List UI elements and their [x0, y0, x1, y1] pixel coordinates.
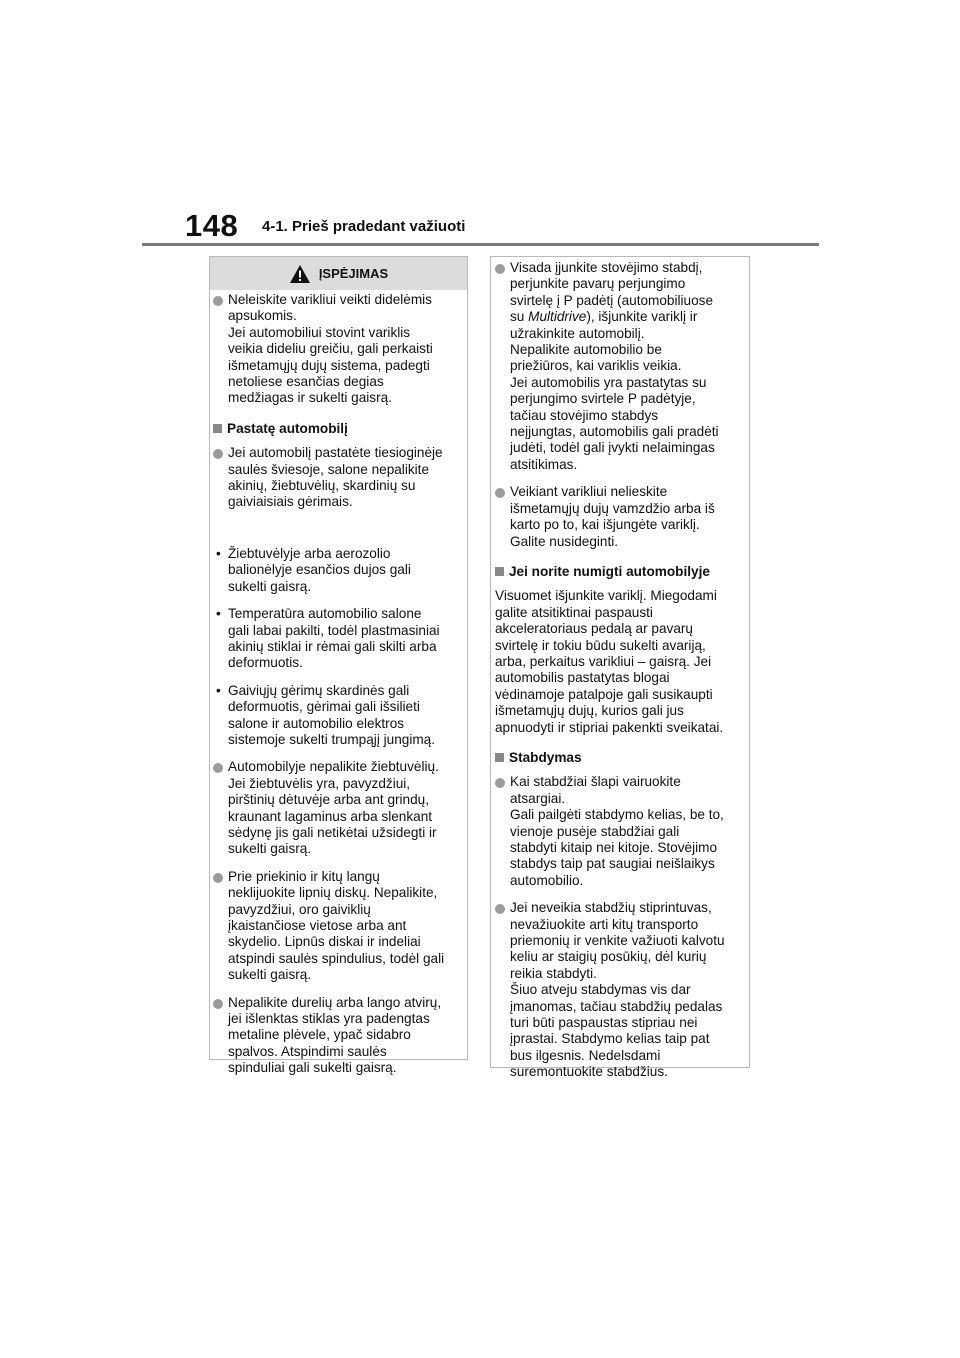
text-line: Šiuo atveju stabdymas vis dar: [510, 982, 691, 998]
text-line: veikia dideliu greičiu, gali perkaisti: [228, 341, 433, 357]
text-line: bus ilgesnis. Nedelsdami: [510, 1047, 661, 1063]
text-line: vienoje pusėje stabdžiai gali: [510, 823, 680, 839]
text-line: reikia stabdyti.: [510, 965, 597, 981]
text-line: Jei žiebtuvėlis yra, pavyzdžiui,: [228, 775, 411, 791]
text-line: pavyzdžiui, oro gaiviklių: [228, 901, 371, 917]
text-line: medžiagas ir sukelti gaisrą.: [228, 390, 392, 406]
subsection-heading: [495, 750, 747, 766]
text-line: Žiebtuvėlyje arba aerozolio: [228, 545, 391, 561]
bullet-item: [495, 484, 747, 550]
bullet-item: [213, 292, 465, 407]
text-line: saulės šviesoje, salone nepalikite: [228, 461, 430, 477]
warning-title: ĮSPĖJIMAS: [318, 266, 389, 281]
text-line: išmetamųjų dujų sistema, padegti: [228, 357, 430, 373]
text-line: turi būti paspaustas stipriau nei: [510, 1015, 698, 1031]
text-line: atspindi saulės spindulius, todėl gali: [228, 950, 445, 966]
bullet-dot-icon: [213, 449, 223, 459]
right-column: [495, 260, 747, 1092]
section-title: 4-1. Prieš pradedant važiuoti: [262, 218, 466, 235]
subsection-heading: [495, 564, 747, 580]
sub-bullet-icon: •: [216, 606, 221, 622]
paragraph: [495, 588, 747, 736]
text-line: automobilis pastatytas blogai: [495, 670, 670, 686]
text-line: stabdys taip pat saugiai neišlaikys: [510, 856, 715, 872]
text-line: įkaistančiose vietose arba ant: [228, 918, 407, 933]
bullet-item: [495, 774, 747, 889]
spacer: [213, 522, 465, 536]
text-line: balionėlyje esančios dujos gali: [228, 562, 411, 578]
text-line: spalvos. Atspindimi saulės: [228, 1043, 387, 1059]
text-line: galite atsitiktinai paspausti: [495, 604, 653, 620]
text-line: įmanomas, tačiau stabdžių pedalas: [510, 998, 723, 1014]
text-line: netoliese esančias degias: [228, 374, 384, 390]
text-line: judėti, todėl gali įvykti nelaimingas: [510, 440, 715, 456]
text-line: skydelio. Lipnūs diskai ir indeliai: [228, 934, 421, 950]
text-line: akinių, žiebtuvėlių, skardinių su: [228, 478, 416, 494]
text-line: Temperatūra automobilio salone: [228, 606, 422, 622]
text-line: priemonių ir venkite važiuoti kalvotu: [510, 933, 725, 949]
warning-header: [210, 257, 467, 290]
square-bullet-icon: [213, 424, 222, 433]
text-line: sukelti gaisrą.: [228, 578, 312, 594]
sub-bullet-item: [213, 683, 465, 749]
text-line: Pastatę automobilį: [227, 420, 348, 436]
text-line: apnuodyti ir stipriai pakenkti sveikatai.: [495, 719, 724, 735]
text-line: arba, perkaitus varikliui – gaisrą. Jei: [495, 653, 712, 669]
bullet-item: [495, 900, 747, 1080]
bullet-dot-icon: [495, 488, 505, 498]
text-line: Gali pailgėti stabdymo kelias, be to,: [510, 807, 724, 823]
text-line: išmetamųjų dujų, kurios gali jus: [495, 703, 684, 719]
text-line: gaiviaisiais gėrimais.: [228, 494, 353, 510]
text-line: neklijuokite lipnių diskų. Nepalikite,: [228, 885, 438, 901]
text-line: sukelti gaisrą.: [228, 967, 312, 983]
bullet-dot-icon: [213, 999, 223, 1009]
text-line: sėdynę jis gali netikėtai užsidegti ir: [228, 824, 437, 840]
bullet-dot-icon: [495, 778, 505, 788]
text-line: įprastai. Stabdymo kelias taip pat: [510, 1031, 710, 1047]
text-line: Veikiant varikliui nelieskite: [510, 484, 668, 500]
bullet-dot-icon: [213, 763, 223, 773]
sub-bullet-item: [213, 546, 465, 595]
text-line: pirštinių dėtuvėje arba ant grindų,: [228, 792, 430, 808]
sub-bullet-item: [213, 606, 465, 672]
text-line: metaline plėvele, ypač sidabro: [228, 1027, 411, 1043]
bullet-dot-icon: [213, 873, 223, 883]
text-line: neįjungtas, automobilis gali pradėti: [510, 424, 719, 440]
bullet-item: [495, 260, 747, 473]
product-name: Multidrive: [528, 309, 587, 325]
text-line: deformuotis.: [228, 655, 303, 671]
text-line: automobilio.: [510, 872, 584, 888]
square-bullet-icon: [495, 567, 504, 576]
bullet-item: [213, 995, 465, 1077]
text-line: Jei norite numigti automobilyje: [509, 563, 710, 579]
page-header: [0, 0, 960, 250]
text-line: keliu ar staigių posūkių, dėl kurių: [510, 949, 707, 965]
bullet-dot-icon: [213, 296, 223, 306]
text-line: Nepalikite automobilio be: [510, 342, 662, 358]
text-line: tačiau stovėjimo stabdys: [510, 407, 659, 423]
text-line: stabdyti kitaip nei kitoje. Stovėjimo: [510, 840, 718, 855]
text-line: sukelti gaisrą.: [228, 841, 312, 857]
sub-bullet-icon: •: [216, 682, 221, 698]
text-line: Automobilyje nepalikite žiebtuvėlių.: [228, 759, 439, 775]
text-line: svirtelę į P padėtį (automobiliuose: [510, 292, 714, 308]
text-line: išmetamųjų dujų vamzdžio arba iš: [510, 500, 715, 516]
text-line: apsukomis.: [228, 308, 297, 324]
text-line: Visuomet išjunkite variklį. Miegodami: [495, 588, 717, 604]
text-line: salone ir automobilio elektros: [228, 715, 405, 731]
text-line: gali labai pakilti, todėl plastmasiniai: [228, 622, 440, 638]
text-line: Nepalikite durelių arba lango atvirų,: [228, 994, 442, 1010]
text-line: Galite nusideginti.: [510, 533, 619, 549]
text-line: akinių stiklai ir rėmai gali skilti arba: [228, 638, 437, 654]
text-line: suremontuokite stabdžius.: [510, 1064, 668, 1080]
text-line: sistemoje sukelti trumpąjį jungimą.: [228, 731, 436, 747]
bullet-dot-icon: [495, 264, 505, 274]
page-number: 148: [185, 208, 239, 243]
bullet-item: [213, 445, 465, 511]
text-line: atsargiai.: [510, 790, 566, 806]
text-line: Jei automobiliui stovint variklis: [228, 324, 411, 340]
warning-triangle-icon: [289, 264, 311, 284]
text-line: Jei automobilis yra pastatytas su: [510, 374, 707, 390]
text-line: Visada įjunkite stovėjimo stabdį,: [510, 260, 703, 275]
text-line: svirtelę ir tokiu būdu sukelti avariją,: [495, 637, 706, 653]
text-line: Stabdymas: [509, 749, 582, 765]
subsection-heading: [213, 421, 465, 437]
left-column: [213, 292, 465, 1088]
text-line: su Multidrive), išjunkite variklį ir: [510, 309, 698, 325]
text-line: Gaiviųjų gėrimų skardinės gali: [228, 682, 410, 698]
text-line: Jei neveikia stabdžių stiprintuvas,: [510, 900, 712, 916]
text-line: karto po to, kai išjungėte variklį.: [510, 517, 700, 533]
text-line: Kai stabdžiai šlapi vairuokite: [510, 774, 681, 790]
text-line: priežiūros, kai variklis veikia.: [510, 358, 682, 374]
text-line: kraunant lagaminus arba slenkant: [228, 808, 433, 824]
text-line: perjungimo svirtele P padėtyje,: [510, 391, 696, 407]
text-line: deformuotis, gėrimai gali išsilieti: [228, 699, 420, 715]
text-line: perjunkite pavarų perjungimo: [510, 276, 686, 292]
text-line: spinduliai gali sukelti gaisrą.: [228, 1060, 397, 1076]
text-line: vėdinamoje patalpoje gali susikaupti: [495, 686, 713, 702]
text-line: užrakinkite automobilį.: [510, 325, 645, 341]
bullet-dot-icon: [495, 904, 505, 914]
text-line: atsitikimas.: [510, 456, 578, 472]
sub-bullet-icon: •: [216, 545, 221, 561]
header-divider: [142, 243, 819, 246]
text-line: akceleratoriaus pedalą ar pavarų: [495, 621, 693, 637]
text-line: jei išlenktas stiklas yra padengtas: [228, 1011, 430, 1027]
text-line: Neleiskite varikliui veikti didelėmis: [228, 292, 432, 307]
text-line: Jei automobilį pastatėte tiesioginėje: [228, 445, 443, 461]
bullet-item: [213, 759, 465, 857]
text-line: nevažiuokite arti kitų transporto: [510, 916, 699, 932]
text-line: Prie priekinio ir kitų langų: [228, 868, 380, 884]
square-bullet-icon: [495, 753, 504, 762]
bullet-item: [213, 869, 465, 984]
